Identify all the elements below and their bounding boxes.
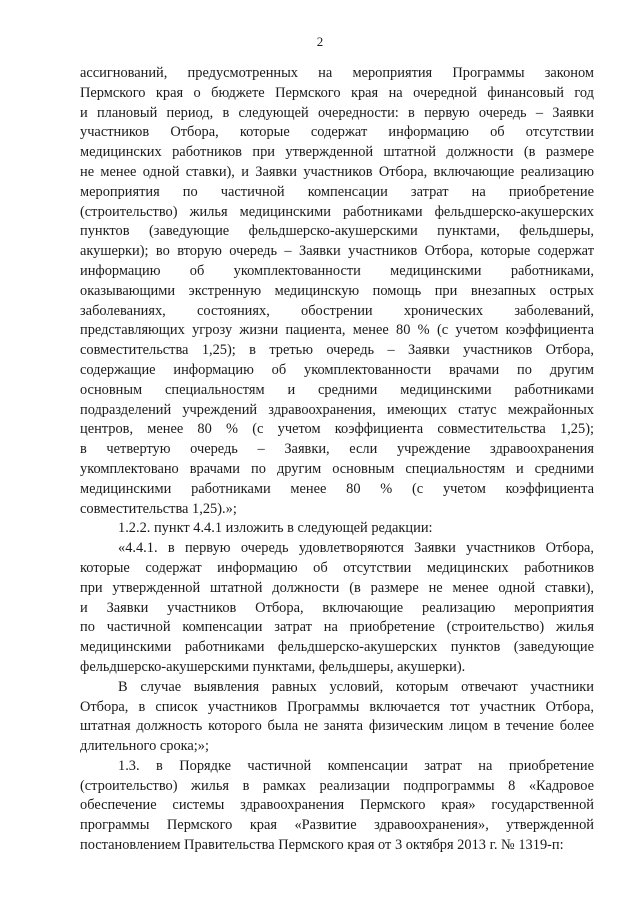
text-line: участников Отбора, которые содержат информацию об отсутствии xyxy=(80,124,594,141)
text-line: акушерки); во вторую очередь – Заявки участников Отбора, которые содержат xyxy=(80,243,594,260)
text-line: ассигнований, предусмотренных на мероприятия Программы законом xyxy=(80,65,594,81)
text-line: и Заявки участников Отбора, включающие реализацию мероприятия xyxy=(80,599,594,616)
text-line: основным специальностям и средними медицинскими работниками xyxy=(80,381,594,398)
text-line: «4.4.1. в первую очередь удовлетворяются Заявки участников Отбора, xyxy=(118,540,594,557)
text-line: медицинских работников при утвержденной штатной должности (в размере xyxy=(80,144,594,161)
page-number: 2 xyxy=(316,34,324,49)
text-line: постановлением Правительства Пермского края от 3 октября 2013 г. № 1319-п: xyxy=(80,837,564,854)
text-line: медицинскими работниками менее 80 % (с учетом коэффициента xyxy=(80,480,594,497)
text-line: (строительство) жилья в рамках реализации подпрограммы 8 «Кадровое xyxy=(80,777,594,794)
document-body xyxy=(80,64,594,856)
text-line: в четвертую очередь – Заявки, если учреждение здравоохранения xyxy=(80,441,594,458)
text-line: которые содержат информацию об отсутствии медицинских работников xyxy=(80,559,594,576)
text-line: пунктов (заведующие фельдшерско-акушерскими пунктами, фельдшеры, xyxy=(80,223,594,240)
text-line: мероприятия по частичной компенсации затрат на приобретение xyxy=(80,183,594,200)
text-line: В случае выявления равных условий, которым отвечают участники xyxy=(118,678,594,695)
text-line: медицинскими работниками фельдшерско-акушерских пунктов (заведующие xyxy=(80,639,594,656)
text-line: представляющих угрозу жизни пациента, менее 80 % (с учетом коэффициента xyxy=(80,322,594,339)
text-line: длительного срока;»; xyxy=(80,738,209,755)
text-line: совместительства 1,25); в третью очередь – Заявки участников Отбора, xyxy=(80,342,594,359)
text-line: содержащие информацию об укомплектованности врачами по другим xyxy=(80,361,594,378)
text-line: и плановый период, в следующей очередности: в первую очередь – Заявки xyxy=(80,104,594,121)
text-line: укомплектовано врачами по другим основным специальностям и средними xyxy=(80,460,594,477)
text-line: оказывающими экстренную медицинскую помощь при внезапных острых xyxy=(80,282,594,299)
text-line: 1.3. в Порядке частичной компенсации затрат на приобретение xyxy=(118,757,594,774)
text-line: заболеваниях, состояниях, обострении хронических заболеваний, xyxy=(80,302,594,319)
text-line: центров, менее 80 % (с учетом коэффициента совместительства 1,25); xyxy=(80,421,594,438)
text-line: не менее одной ставки), и Заявки участников Отбора, включающие реализацию xyxy=(80,163,594,180)
text-line: программы Пермского края «Развитие здравоохранения», утвержденной xyxy=(80,817,594,834)
text-line: 1.2.2. пункт 4.4.1 изложить в следующей редакции: xyxy=(118,520,433,537)
text-line: Пермского края о бюджете Пермского края на очередной финансовый год xyxy=(80,84,594,101)
text-line: при утвержденной штатной должности (в размере не менее одной ставки), xyxy=(80,579,594,596)
text-line: фельдшерско-акушерскими пунктами, фельдшеры, акушерки). xyxy=(80,658,466,675)
text-line: Отбора, в список участников Программы включается тот участник Отбора, xyxy=(80,698,594,715)
text-line: подразделений учреждений здравоохранения, имеющих статус межрайонных xyxy=(80,401,594,418)
text-line: совместительства 1,25).»; xyxy=(80,500,237,517)
text-line: штатная должность которого была не занята физическим лицом в течение более xyxy=(80,718,594,735)
text-line: информацию об укомплектованности медицинскими работниками, xyxy=(80,262,594,279)
text-line: обеспечение системы здравоохранения Пермского края» государственной xyxy=(80,797,594,814)
text-line: (строительство) жилья медицинскими работниками фельдшерско-акушерских xyxy=(80,203,594,220)
text-line: по частичной компенсации затрат на приобретение (строительство) жилья xyxy=(80,619,594,636)
